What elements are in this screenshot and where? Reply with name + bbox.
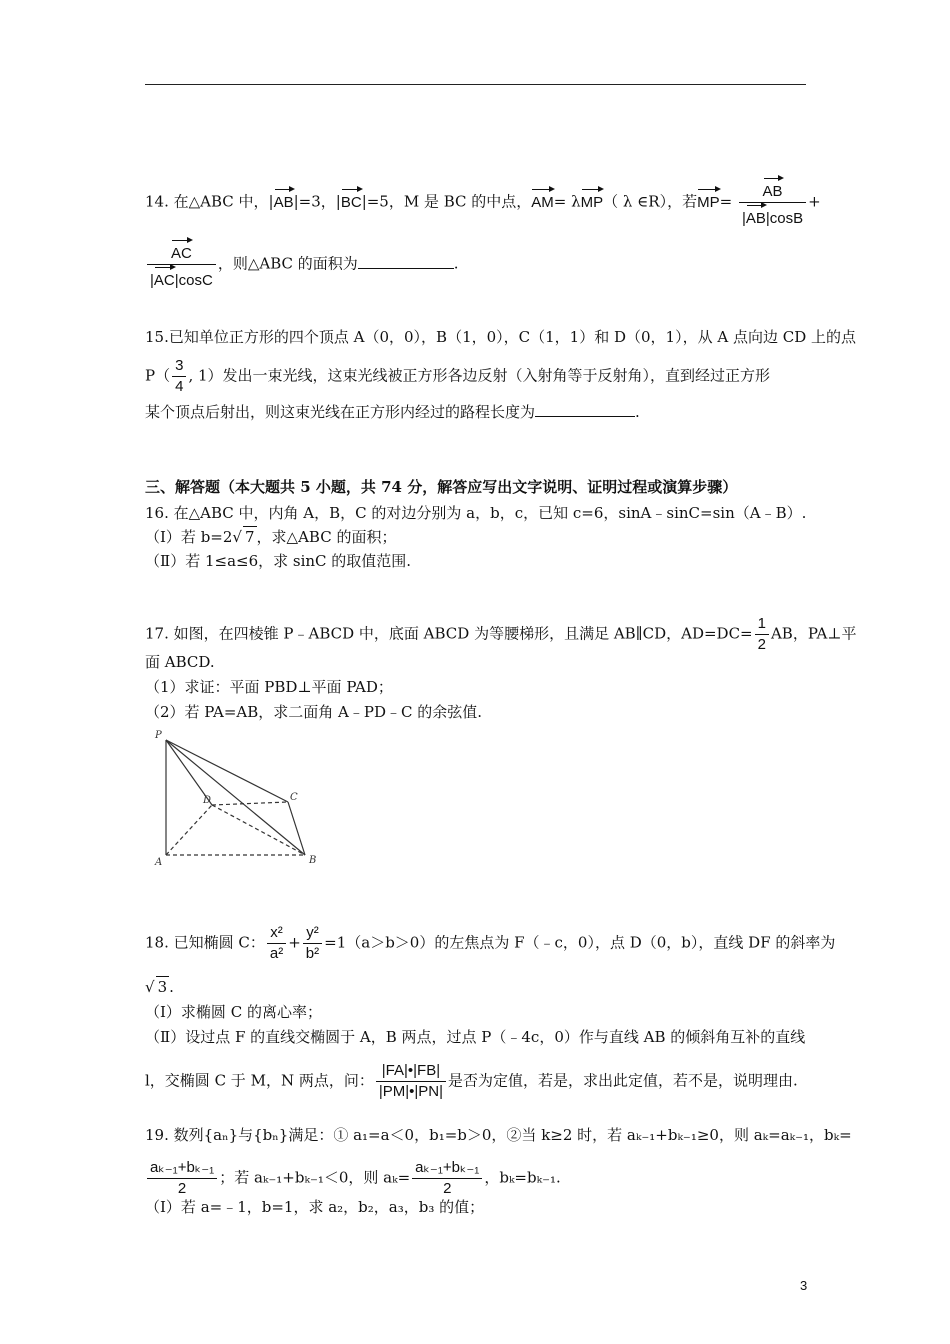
frac-num: aₖ₋₁+bₖ₋₁ xyxy=(147,1158,217,1179)
q17-line3: （1）求证：平面 PBD⊥平面 PAD； xyxy=(145,678,393,696)
q15-line1: 15.已知单位正方形的四个顶点 A（0，0），B（1，0），C（1，1）和 D（0，1），从 A 点向边 CD 上的点 xyxy=(145,328,857,346)
edge-pb xyxy=(166,740,305,855)
fraction-3-4 xyxy=(172,356,186,397)
fraction-y2-b2 xyxy=(303,923,322,964)
q15-line3 xyxy=(145,402,640,422)
q14-text: = xyxy=(719,192,733,211)
q19-line2 xyxy=(145,1158,561,1199)
q14-text: = λ xyxy=(553,192,581,211)
q17-line4: （2）若 PA=AB，求二面角 A﹣PD﹣C 的余弦值. xyxy=(145,703,483,721)
answer-blank xyxy=(358,254,454,269)
sqrt-radicand: 7 xyxy=(244,528,255,546)
q15-line2 xyxy=(145,356,770,397)
q18-line4: （Ⅱ）设过点 F 的直线交椭圆于 A，B 两点，过点 P（﹣4c，0）作与直线 AB 的倾斜角互补的直线 xyxy=(145,1028,806,1046)
fraction-1-2 xyxy=(755,614,769,655)
frac-den-text: | xyxy=(741,210,746,227)
q15-text: P（ xyxy=(145,366,171,385)
pyramid-figure xyxy=(150,730,335,870)
label-c: C xyxy=(290,792,298,803)
q18-text: 是否为定值，若是，求出此定值，若不是，说明理由. xyxy=(448,1071,798,1090)
frac-num: 1 xyxy=(755,614,769,635)
vector-am: AM xyxy=(531,187,554,213)
edge-ad xyxy=(166,805,212,855)
q14-text: . xyxy=(453,254,459,273)
q18-line1 xyxy=(145,923,835,964)
q19-line3: （Ⅰ）若 a=﹣1，b=1，求 a₂，b₂，a₃，b₃ 的值； xyxy=(145,1198,485,1216)
q14-text: 14. 在△ABC 中，| xyxy=(145,192,274,211)
frac-den: 2 xyxy=(443,1180,452,1197)
q19-line1: 19. 数列{aₙ}与{bₙ}满足：① a₁=a＜0，b₁=b＞0，②当 k≥2 时，若 aₖ₋₁+bₖ₋₁≥0，则 aₖ=aₖ₋₁，bₖ= xyxy=(145,1126,852,1144)
vector-mp: MP xyxy=(581,187,604,213)
fraction-ac xyxy=(147,238,216,291)
edge-bc xyxy=(288,802,305,855)
q17-line2: 面 ABCD. xyxy=(145,653,215,671)
frac-den: 2 xyxy=(177,1180,187,1197)
sqrt-symbol: √ xyxy=(145,978,155,996)
frac-den: 4 xyxy=(175,378,184,395)
q17-line1 xyxy=(145,614,856,655)
sqrt-symbol: √ xyxy=(232,528,242,546)
fraction-sum-half xyxy=(412,1158,482,1199)
frac-num: 3 xyxy=(172,356,186,377)
vector-mp: MP xyxy=(697,187,720,213)
q17-text: AB，PA⊥平 xyxy=(770,624,857,643)
q18-line5 xyxy=(145,1061,798,1102)
fraction-x2-a2 xyxy=(267,923,286,964)
q16-line3: （Ⅱ）若 1≤a≤6，求 sinC 的取值范围. xyxy=(145,552,412,570)
frac-den: |PM|•|PN| xyxy=(378,1083,444,1100)
label-p: P xyxy=(155,730,162,741)
fraction-ab xyxy=(739,176,806,229)
edge-pc xyxy=(166,740,288,802)
frac-den: b² xyxy=(305,945,320,962)
vector-ab: AB xyxy=(763,176,783,202)
q14-text: ，则△ABC 的面积为 xyxy=(217,254,358,273)
fraction-sum-half xyxy=(147,1158,217,1199)
frac-num: x² xyxy=(267,923,286,944)
page-number: 3 xyxy=(800,1278,808,1293)
q15-text: , 1）发出一束光线，这束光线被正方形各边反射（入射角等于反射角），直到经过正方形 xyxy=(188,366,771,385)
q14-text: |=3，| xyxy=(293,192,341,211)
q14-line1 xyxy=(145,176,821,229)
frac-num: |FA|•|FB| xyxy=(376,1061,446,1082)
q18-text: 18. 已知椭圆 C： xyxy=(145,933,265,952)
vector-ab: AB xyxy=(274,187,294,213)
q16-text: ，求△ABC 的面积； xyxy=(256,528,397,546)
answer-blank xyxy=(535,402,635,417)
q19-text: ，bₖ=bₖ₋₁. xyxy=(484,1168,561,1187)
q14-text: |=5，M 是 BC 的中点， xyxy=(361,192,532,211)
q14-text: + xyxy=(808,192,821,211)
q16-text: （Ⅰ）若 b=2 xyxy=(145,528,233,546)
label-b: B xyxy=(309,855,317,866)
frac-den-text: | xyxy=(150,272,154,289)
q18-line2 xyxy=(145,976,174,997)
frac-den: a² xyxy=(269,945,284,962)
frac-num: aₖ₋₁+bₖ₋₁ xyxy=(412,1158,482,1179)
q15-text: 某个顶点后射出，则这束光线在正方形内经过的路程长度为 xyxy=(145,403,536,421)
vector-ac: AC xyxy=(154,265,175,291)
q16-line1: 16. 在△ABC 中，内角 A，B，C 的对边分别为 a，b，c，已知 c=6，sinA﹣sinC=sin（A﹣B）. xyxy=(145,504,807,522)
q18-text: =1（a＞b＞0）的左焦点为 F（﹣c，0），点 D（0，b），直线 DF 的斜率为 xyxy=(324,933,836,952)
q16-line2 xyxy=(145,526,396,547)
header-rule xyxy=(145,84,806,85)
vector-ab: AB xyxy=(746,203,766,229)
fraction-fa-fb-pm-pn xyxy=(376,1061,446,1102)
q19-text: ；若 aₖ₋₁+bₖ₋₁＜0，则 aₖ= xyxy=(219,1168,411,1187)
frac-den-text: |cosB xyxy=(765,210,804,227)
sqrt-radicand: 3 xyxy=(157,978,168,996)
q18-text: + xyxy=(288,933,301,952)
q18-line3: （Ⅰ）求椭圆 C 的离心率； xyxy=(145,1003,322,1021)
section-heading: 三、解答题（本大题共 5 小题，共 74 分，解答应写出文字说明、证明过程或演算步骤） xyxy=(145,478,738,496)
label-d: D xyxy=(203,795,212,806)
q14-text: （ λ ∈R），若 xyxy=(603,192,698,211)
label-a: A xyxy=(155,857,163,868)
q18-text: l，交椭圆 C 于 M，N 两点，问： xyxy=(145,1071,374,1090)
frac-den-text: |cosC xyxy=(174,272,213,289)
q15-text: . xyxy=(635,403,640,421)
vector-ac: AC xyxy=(171,238,192,264)
q17-text: 17. 如图，在四棱锥 P﹣ABCD 中，底面 ABCD 为等腰梯形，且满足 AB∥CD，AD=DC= xyxy=(145,624,753,643)
q14-line2 xyxy=(145,238,459,291)
vector-bc: BC xyxy=(341,187,362,213)
q18-text: . xyxy=(169,978,174,996)
edge-dc xyxy=(212,802,288,805)
frac-num: y² xyxy=(303,923,322,944)
frac-den: 2 xyxy=(757,636,766,653)
